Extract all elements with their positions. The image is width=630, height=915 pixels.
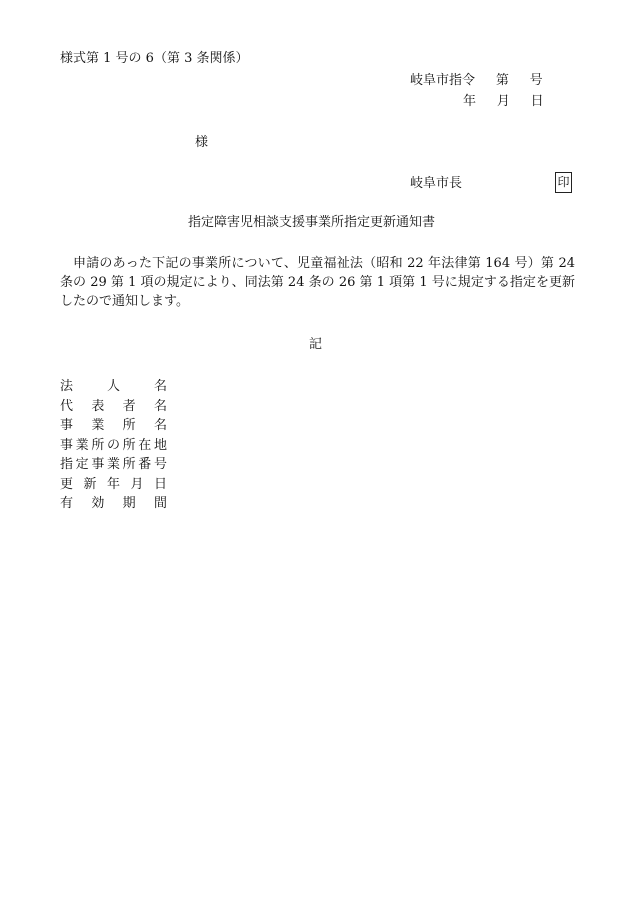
issuer-dai: 第 xyxy=(495,73,509,88)
item-char: 事 xyxy=(91,457,105,472)
issue-date xyxy=(410,93,544,111)
item-char: 所 xyxy=(91,437,105,453)
item-char: 新 xyxy=(83,476,97,492)
item-char: 日 xyxy=(153,476,167,492)
date-year: 年 xyxy=(463,94,477,109)
item-validity-period xyxy=(60,494,167,514)
item-char: 人 xyxy=(106,379,120,394)
item-char: 有 xyxy=(60,496,74,511)
body-paragraph: 申請のあった下記の事業所について、児童福祉法（昭和 22 年法律第 164 号）第 24 条の 29 第 1 項の規定により、同法第 24 条の 26 第 1 項第 1 号に規定する指定を更新したので通知します。 xyxy=(60,256,575,309)
item-char: 名 xyxy=(153,398,167,414)
document-title: 指定障害児相談支援事業所指定更新通知書 xyxy=(188,215,436,230)
seal-stamp: 印 xyxy=(555,172,572,193)
ki-heading: 記 xyxy=(309,337,323,352)
recipient-honorific: 様 xyxy=(195,135,209,150)
item-char: 期 xyxy=(122,496,136,511)
item-char: 業 xyxy=(106,457,120,472)
item-office-number xyxy=(60,455,167,475)
item-char: 番 xyxy=(138,457,152,472)
item-char: 名 xyxy=(153,379,167,394)
issuer-go: 号 xyxy=(529,73,543,88)
item-char: 指 xyxy=(60,457,74,472)
item-char: 業 xyxy=(75,437,89,453)
item-char: 年 xyxy=(106,476,120,492)
item-char: 更 xyxy=(60,476,74,492)
item-char: 者 xyxy=(122,398,136,414)
item-char: 所 xyxy=(122,437,136,453)
item-char: 効 xyxy=(91,496,105,511)
item-char: 業 xyxy=(91,418,105,433)
form-number: 様式第 1 号の 6（第 3 条関係） xyxy=(60,51,249,66)
item-office-name xyxy=(60,416,167,436)
item-list xyxy=(60,377,167,514)
item-char: 月 xyxy=(130,476,144,492)
item-char: 号 xyxy=(153,457,167,472)
item-char: 事 xyxy=(60,437,74,453)
item-char: の xyxy=(106,437,120,453)
item-char: 代 xyxy=(60,398,74,414)
issuer-org: 岐阜市指令 xyxy=(410,73,476,88)
issuer-reference xyxy=(410,72,543,90)
item-char: 所 xyxy=(122,457,136,472)
item-corporation-name xyxy=(60,377,167,397)
item-char: 事 xyxy=(60,418,74,433)
item-char: 地 xyxy=(153,437,167,453)
item-office-address xyxy=(60,436,167,456)
item-char: 間 xyxy=(153,496,167,511)
date-month: 月 xyxy=(496,94,510,109)
item-char: 名 xyxy=(153,418,167,433)
item-char: 在 xyxy=(138,437,152,453)
date-day: 日 xyxy=(530,94,544,109)
item-renewal-date xyxy=(60,475,167,495)
sender-name: 岐阜市長 xyxy=(410,176,463,191)
item-char: 定 xyxy=(75,457,89,472)
item-char: 法 xyxy=(60,379,74,394)
item-char: 所 xyxy=(122,418,136,433)
item-representative-name xyxy=(60,397,167,417)
item-char: 表 xyxy=(91,398,105,414)
